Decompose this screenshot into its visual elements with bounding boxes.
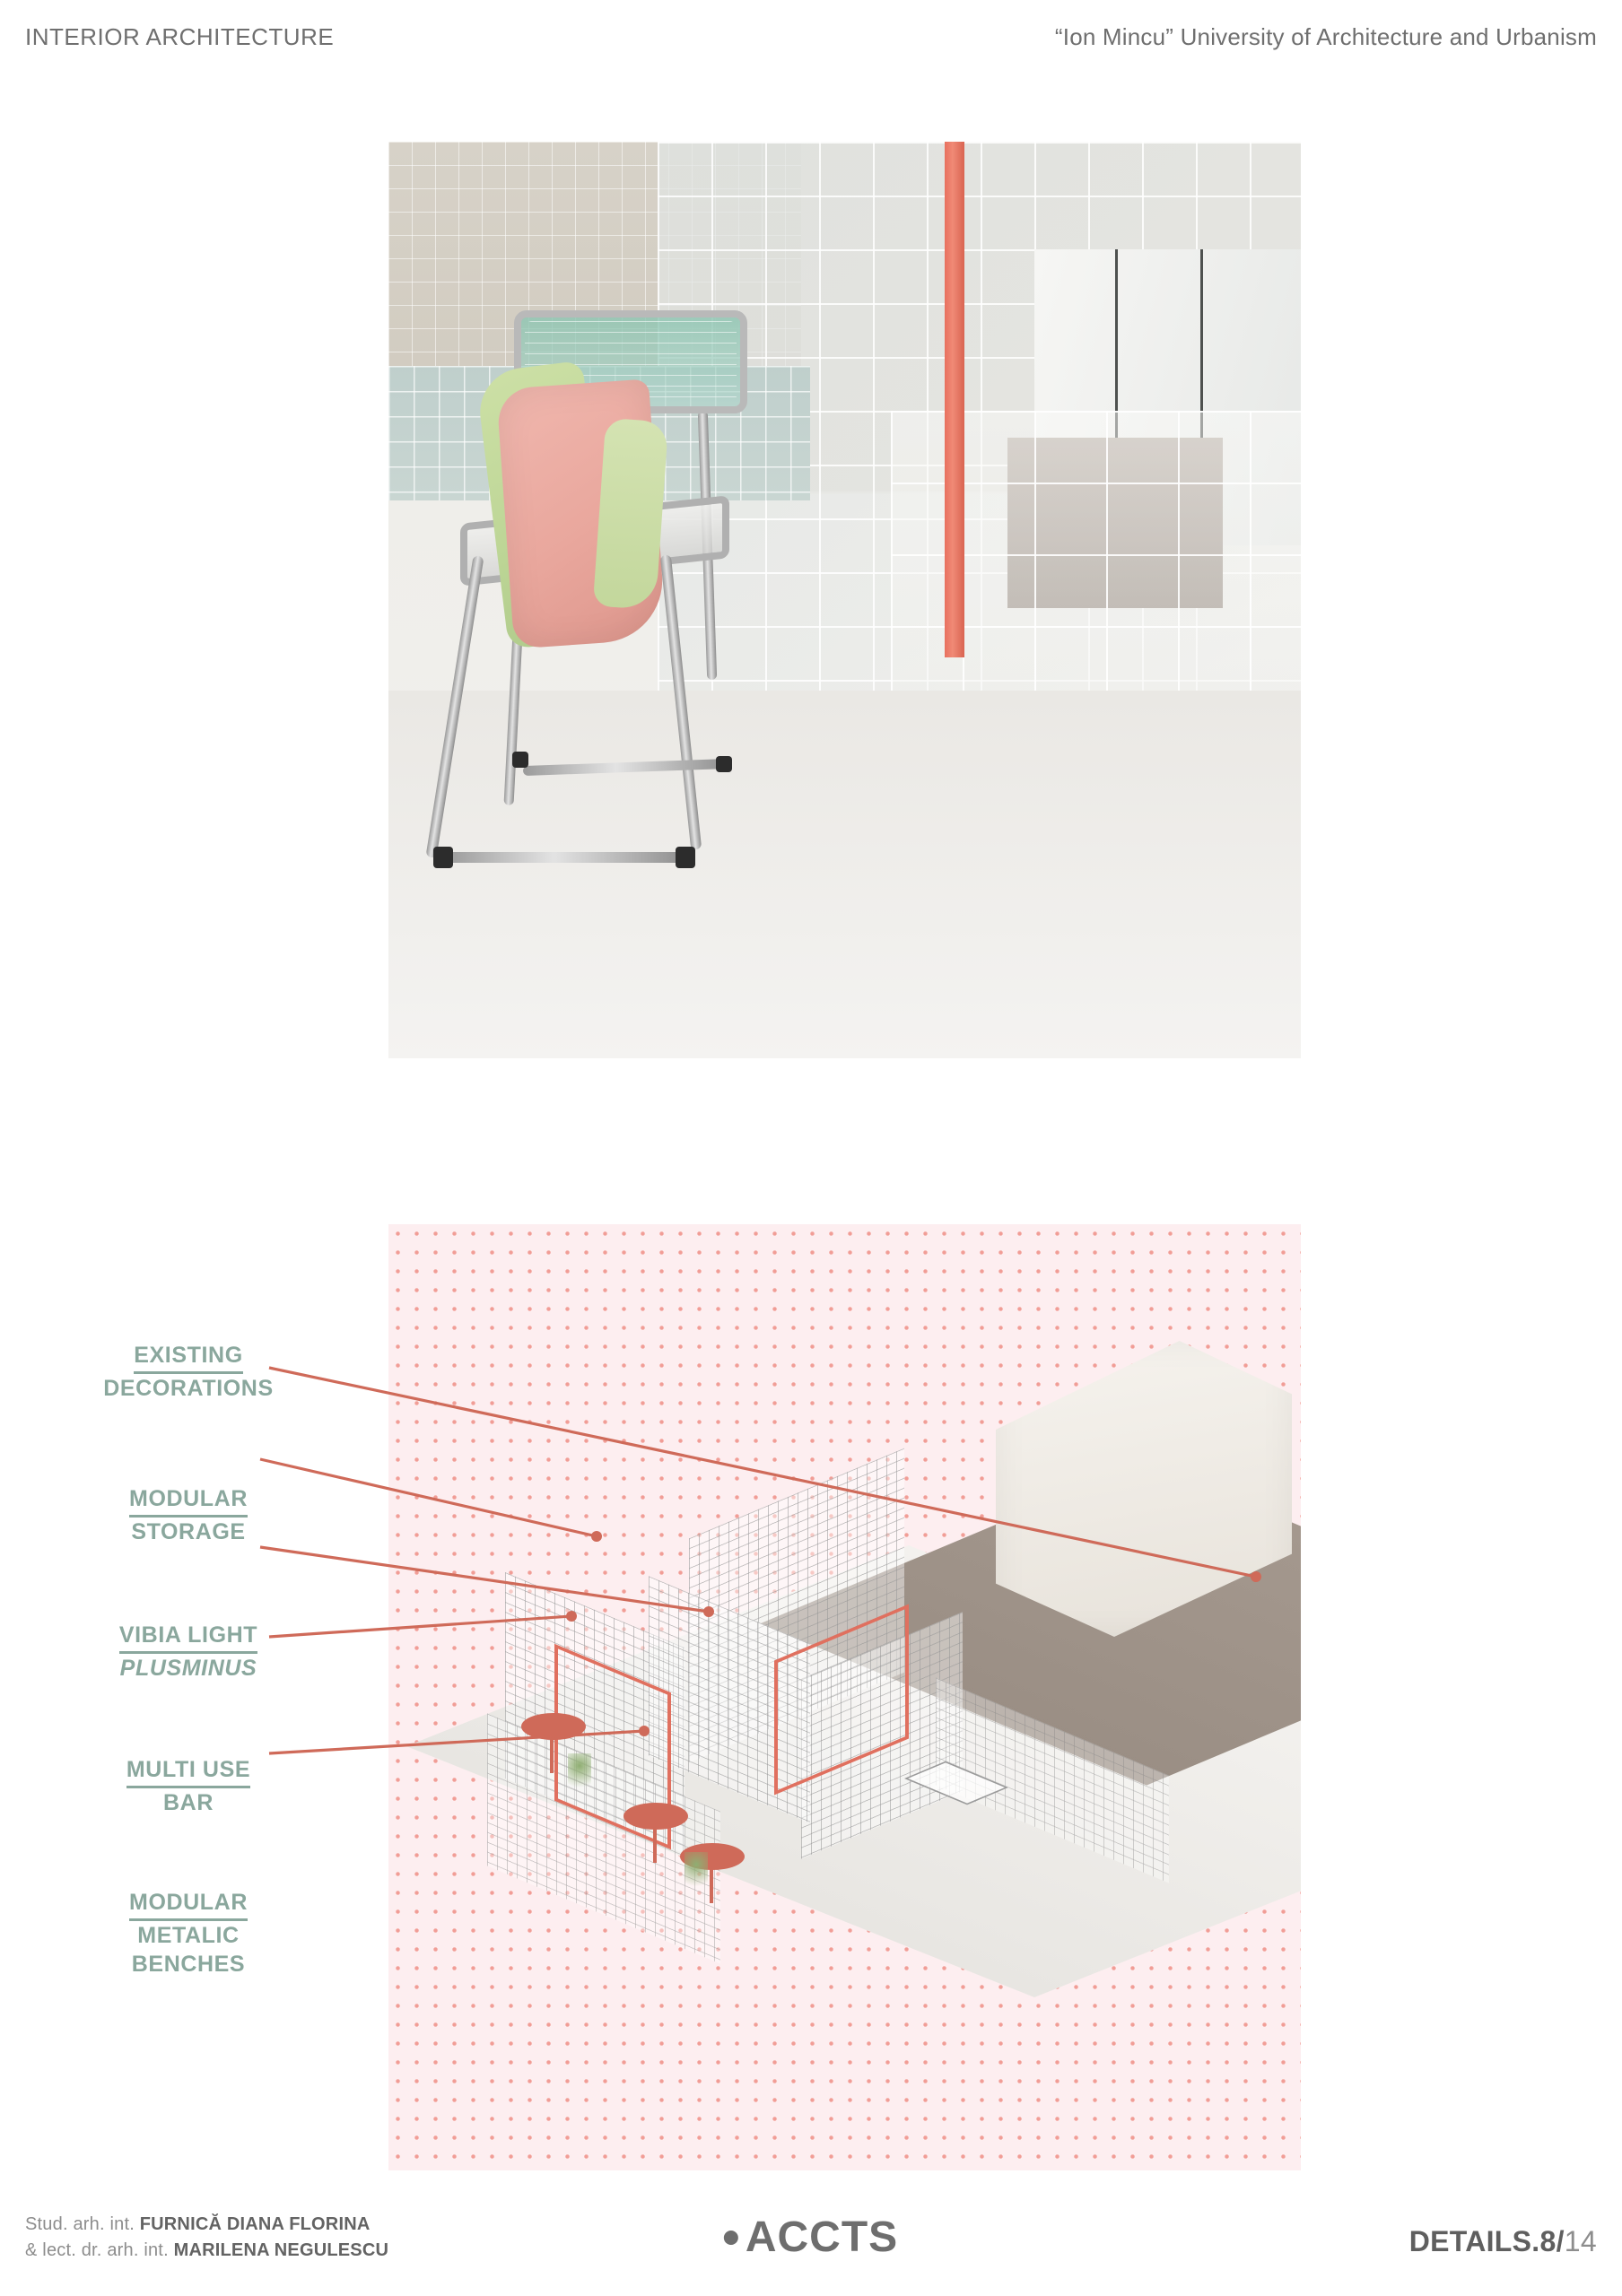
chair-foot-cap (512, 752, 528, 768)
annotation-layer (0, 1224, 1622, 2170)
annotation-modular-metalic-benches (54, 1888, 323, 1979)
brand-text: ACCTS (745, 2213, 899, 2261)
annotation-line: BAR (163, 1790, 214, 1815)
chair-foot-bar (446, 852, 686, 863)
annotation-line: PLUSMINUS (119, 1656, 257, 1681)
annotation-modular-storage (54, 1484, 323, 1546)
brand-logo (724, 2213, 898, 2262)
annotation-line: EXISTING (134, 1341, 243, 1374)
annotation-line: STORAGE (131, 1519, 246, 1544)
credit-lecturer-name: MARILENA NEGULESCU (173, 2240, 389, 2260)
annotation-line: MODULAR (129, 1888, 248, 1921)
render-scene (388, 142, 1301, 1058)
annotation-existing-decorations (54, 1341, 323, 1403)
chair-foot-cap (716, 756, 732, 772)
page-separator: / (1556, 2225, 1565, 2257)
credits (25, 2212, 388, 2264)
annotation-line: DECORATIONS (103, 1376, 274, 1401)
page-footer (0, 2197, 1622, 2278)
credit-student-name: FURNICĂ DIANA FLORINA (139, 2214, 371, 2234)
folding-chair (406, 303, 747, 895)
annotation-line: MULTI USE (126, 1755, 250, 1788)
credit-student-prefix: Stud. arh. int. (25, 2214, 140, 2234)
annotation-line: MODULAR (129, 1484, 248, 1518)
chair-foot-cap (433, 847, 453, 868)
credit-lecturer-prefix: & lect. dr. arh. int. (25, 2240, 174, 2260)
red-column (945, 142, 964, 657)
annotation-line: METALIC (137, 1923, 240, 1948)
page-label: DETAILS.8 (1408, 2225, 1557, 2257)
bullet-icon (724, 2231, 738, 2245)
credit-lecturer (25, 2238, 388, 2264)
annotation-multi-use-bar (54, 1755, 323, 1817)
credit-student (25, 2212, 388, 2238)
annotation-line: BENCHES (131, 1952, 246, 1977)
chair-leg (660, 554, 702, 849)
header-right-title: “Ion Mincu” University of Architecture and Urbanism (1054, 22, 1597, 50)
chair-foot-cap (676, 847, 695, 868)
page-number (1409, 2225, 1597, 2258)
chair-leg (425, 555, 484, 858)
page-total: 14 (1564, 2225, 1597, 2257)
annotation-line: VIBIA LIGHT (119, 1621, 257, 1654)
top-render-image (388, 142, 1301, 1058)
chair-crossbar (523, 759, 729, 776)
page-header (0, 16, 1622, 57)
header-left-title: INTERIOR ARCHITECTURE (25, 22, 335, 50)
annotation-vibia-light (54, 1621, 323, 1683)
